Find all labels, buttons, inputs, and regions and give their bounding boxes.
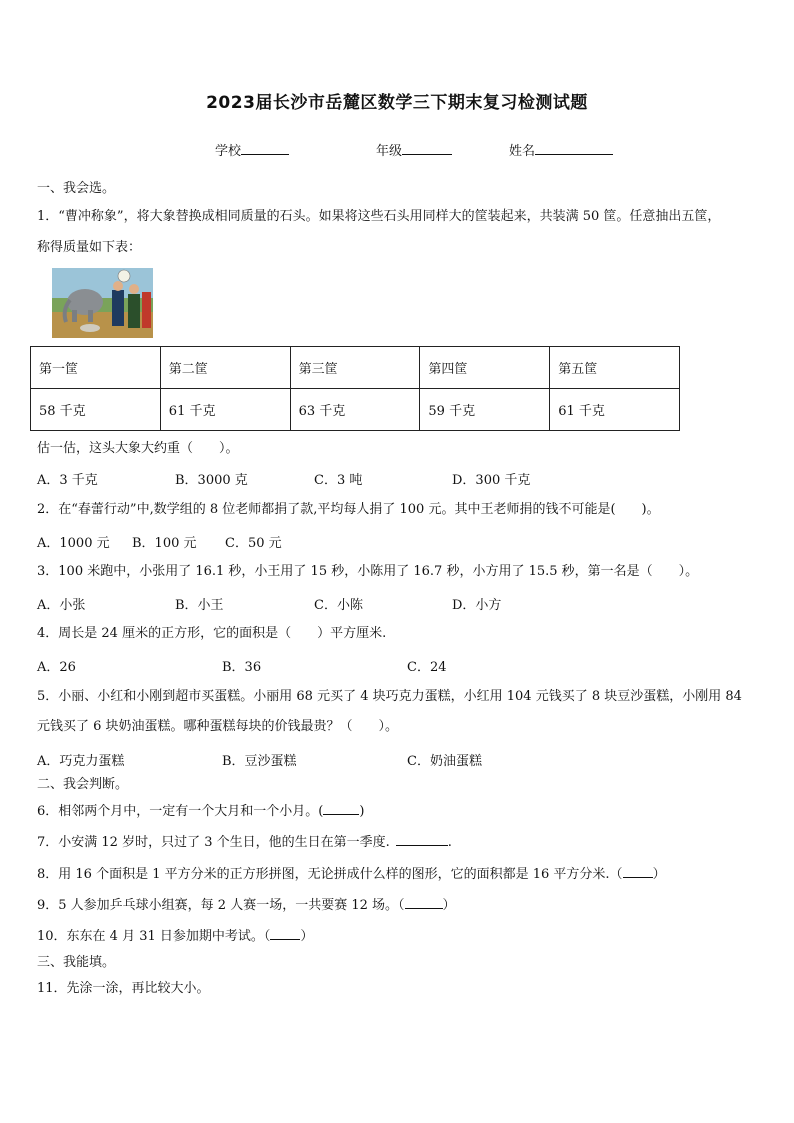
q2-option-a[interactable]: A．1000 元: [37, 536, 110, 551]
q3-option-a[interactable]: A．小张: [37, 598, 86, 613]
q4-option-c[interactable]: C．24: [407, 660, 447, 675]
q4-option-b[interactable]: B．36: [222, 660, 262, 675]
q1-option-d[interactable]: D．300 千克: [452, 473, 531, 488]
section-heading-1: 一、我会选。: [37, 181, 116, 196]
q6-end: ): [359, 804, 365, 819]
school-label: 学校: [215, 144, 242, 159]
q1-option-a[interactable]: A．3 千克: [37, 473, 98, 488]
table-header-cell: 第二筐: [160, 347, 290, 389]
q9-text: 9．5 人参加乒乓球小组赛，每 2 人赛一场，一共要赛 12 场。（: [37, 898, 405, 913]
q4-option-a[interactable]: A．26: [37, 660, 76, 675]
table-value-row: [31, 389, 680, 431]
q6: [37, 802, 364, 821]
grade-blank[interactable]: [402, 142, 452, 155]
table-header-cell: 第一筐: [31, 347, 161, 389]
info-school: [215, 140, 289, 159]
q10-answer-blank[interactable]: [270, 927, 300, 940]
table-header-cell: 第五筐: [550, 347, 680, 389]
table-value-cell: 61 千克: [160, 389, 290, 431]
info-grade: [376, 140, 452, 159]
q7-end: .: [447, 835, 452, 850]
page-title: 2023届长沙市岳麓区数学三下期末复习检测试题: [206, 93, 588, 113]
q4-text: 4．周长是 24 厘米的正方形，它的面积是（ ）平方厘米.: [37, 626, 387, 641]
q10: [37, 927, 313, 946]
table-value-cell: 61 千克: [550, 389, 680, 431]
basket-weight-table: [30, 346, 680, 431]
elephant-illustration: [52, 268, 153, 338]
q5-line2: 元钱买了 6 块奶油蛋糕。哪种蛋糕每块的价钱最贵？（ ）。: [37, 719, 399, 734]
q7: [37, 833, 452, 852]
q6-text: 6．相邻两个月中，一定有一个大月和一个小月。(: [37, 804, 324, 819]
q6-answer-blank[interactable]: [323, 802, 359, 815]
q9-answer-blank[interactable]: [405, 896, 443, 909]
q10-text: 10．东东在 4 月 31 日参加期中考试。（: [37, 929, 271, 944]
table-header-cell: 第四筐: [420, 347, 550, 389]
q3-text: 3．100 米跑中，小张用了 16.1 秒，小王用了 15 秒，小陈用了 16.7 秒，小方用了 15.5 秒，第一名是（ ）。: [37, 564, 699, 579]
q3-option-d[interactable]: D．小方: [452, 598, 502, 613]
q2-option-b[interactable]: B．100 元: [132, 536, 197, 551]
q3-option-b[interactable]: B．小王: [175, 598, 224, 613]
q9-end: ）: [442, 898, 456, 913]
q5-option-b[interactable]: B．豆沙蛋糕: [222, 754, 297, 769]
info-name: [509, 140, 613, 159]
q1-question: 估一估，这头大象大约重（ ）。: [37, 441, 239, 456]
q8-text: 8．用 16 个面积是 1 平方分米的正方形拼图，无论拼成什么样的图形，它的面积都是 16 平方分米.（: [37, 867, 623, 882]
q1-option-b[interactable]: B．3000 克: [175, 473, 248, 488]
q10-end: ）: [300, 929, 314, 944]
table-header-row: [31, 347, 680, 389]
name-blank[interactable]: [535, 142, 613, 155]
table-header-cell: 第三筐: [290, 347, 420, 389]
q8: [37, 865, 666, 884]
q7-answer-blank[interactable]: [396, 833, 448, 846]
grade-label: 年级: [376, 144, 403, 159]
q11-text: 11．先涂一涂，再比较大小。: [37, 981, 210, 996]
q5-option-a[interactable]: A．巧克力蛋糕: [37, 754, 125, 769]
table-value-cell: 59 千克: [420, 389, 550, 431]
q1-line2: 称得质量如下表：: [37, 240, 142, 255]
name-label: 姓名: [509, 144, 536, 159]
table-value-cell: 63 千克: [290, 389, 420, 431]
school-blank[interactable]: [241, 142, 289, 155]
table-value-cell: 58 千克: [31, 389, 161, 431]
q2-option-c[interactable]: C．50 元: [225, 536, 282, 551]
q9: [37, 896, 456, 915]
q8-end: ）: [652, 867, 666, 882]
q2-text: 2．在“春蕾行动”中,数学组的 8 位老师都捐了款,平均每人捐了 100 元。其中王老师捐的钱不可能是( )。: [37, 502, 660, 517]
q3-option-c[interactable]: C．小陈: [314, 598, 363, 613]
q7-text: 7．小安满 12 岁时，只过了 3 个生日，他的生日在第一季度.: [37, 835, 390, 850]
q1-option-c[interactable]: C．3 吨: [314, 473, 363, 488]
q5-line1: 5．小丽、小红和小刚到超市买蛋糕。小丽用 68 元买了 4 块巧克力蛋糕，小红用 104 元钱买了 8 块豆沙蛋糕，小刚用 84: [37, 689, 742, 704]
q1-line1: 1．“曹冲称象”，将大象替换成相同质量的石头。如果将这些石头用同样大的筐装起来，共装满 50 筐。任意抽出五筐，: [37, 209, 721, 224]
section-heading-2: 二、我会判断。: [37, 777, 129, 792]
q8-answer-blank[interactable]: [623, 865, 653, 878]
q5-option-c[interactable]: C．奶油蛋糕: [407, 754, 482, 769]
section-heading-3: 三、我能填。: [37, 955, 116, 970]
